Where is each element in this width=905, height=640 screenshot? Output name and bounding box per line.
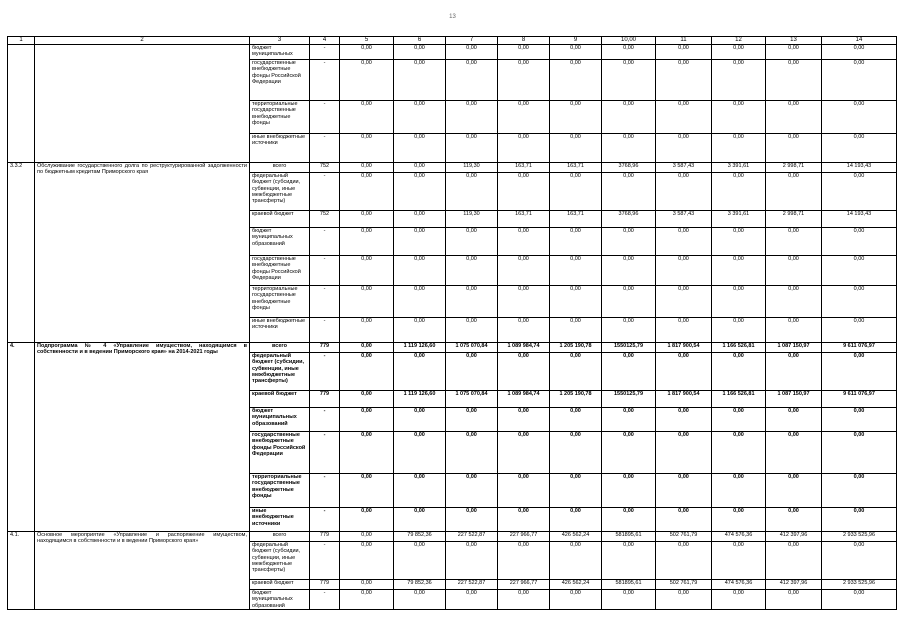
amount-col-14: 0,00 — [822, 227, 897, 255]
amount-col-7: 0,00 — [446, 227, 498, 255]
amount-col-10: 1550125,79 — [602, 342, 656, 352]
funding-source: федеральный бюджет (субсидии, субвенции, иные межбюджетные трансферты) — [250, 352, 310, 390]
amount-col-8: 0,00 — [498, 317, 550, 342]
amount-col-6: 0,00 — [394, 162, 446, 172]
amount-col-14: 0,00 — [822, 44, 897, 59]
program-name — [35, 44, 250, 162]
budget-code: - — [310, 352, 340, 390]
amount-col-5: 0,00 — [340, 407, 394, 431]
amount-col-11: 502 761,79 — [656, 579, 712, 589]
program-name: Основное мероприятие «Управление и распоряжение имуществом, находящимся в собственности и в ведении Приморского края» — [35, 531, 250, 609]
amount-col-9: 0,00 — [550, 352, 602, 390]
column-header-5: 5 — [340, 37, 394, 45]
amount-col-8: 1 089 984,74 — [498, 390, 550, 407]
amount-col-11: 0,00 — [656, 541, 712, 579]
column-header-12: 12 — [712, 37, 766, 45]
amount-col-8: 0,00 — [498, 507, 550, 531]
amount-col-5: 0,00 — [340, 162, 394, 172]
budget-code: - — [310, 473, 340, 507]
column-header-13: 13 — [766, 37, 822, 45]
amount-col-10: 0,00 — [602, 317, 656, 342]
amount-col-14: 0,00 — [822, 285, 897, 317]
amount-col-8: 0,00 — [498, 255, 550, 285]
amount-col-8: 163,71 — [498, 162, 550, 172]
amount-col-11: 0,00 — [656, 172, 712, 210]
budget-code: - — [310, 255, 340, 285]
amount-col-9: 1 205 190,78 — [550, 342, 602, 352]
amount-col-14: 0,00 — [822, 133, 897, 162]
column-number-row — [8, 37, 897, 45]
amount-col-10: 0,00 — [602, 407, 656, 431]
amount-col-11: 1 817 900,54 — [656, 342, 712, 352]
amount-col-5: 0,00 — [340, 210, 394, 227]
amount-col-8: 0,00 — [498, 172, 550, 210]
amount-col-12: 0,00 — [712, 59, 766, 100]
amount-col-11: 3 587,43 — [656, 162, 712, 172]
amount-col-12: 0,00 — [712, 285, 766, 317]
table-row — [8, 531, 897, 541]
column-header-11: 11 — [656, 37, 712, 45]
amount-col-11: 0,00 — [656, 352, 712, 390]
funding-source: государственные внебюджетные фонды Российской Федерации — [250, 59, 310, 100]
amount-col-13: 0,00 — [766, 541, 822, 579]
amount-col-9: 0,00 — [550, 317, 602, 342]
amount-col-10: 0,00 — [602, 133, 656, 162]
table-row — [8, 342, 897, 352]
funding-source: иные внебюджетные источники — [250, 507, 310, 531]
amount-col-5: 0,00 — [340, 100, 394, 133]
amount-col-10: 0,00 — [602, 172, 656, 210]
amount-col-11: 0,00 — [656, 100, 712, 133]
amount-col-11: 0,00 — [656, 285, 712, 317]
amount-col-10: 0,00 — [602, 352, 656, 390]
amount-col-13: 0,00 — [766, 133, 822, 162]
amount-col-7: 0,00 — [446, 507, 498, 531]
amount-col-13: 0,00 — [766, 317, 822, 342]
amount-col-12: 0,00 — [712, 255, 766, 285]
amount-col-11: 0,00 — [656, 44, 712, 59]
amount-col-13: 412 397,96 — [766, 531, 822, 541]
program-name: Обслуживание государственного долга по реструктурированной задолженности по бюджетным кредитам Приморского края — [35, 162, 250, 342]
amount-col-9: 1 205 190,78 — [550, 390, 602, 407]
amount-col-12: 474 576,36 — [712, 579, 766, 589]
amount-col-14: 0,00 — [822, 473, 897, 507]
budget-code: - — [310, 59, 340, 100]
funding-source: государственные внебюджетные фонды Российской Федерации — [250, 255, 310, 285]
amount-col-10: 0,00 — [602, 59, 656, 100]
amount-col-9: 0,00 — [550, 407, 602, 431]
amount-col-10: 0,00 — [602, 44, 656, 59]
amount-col-14: 2 933 525,96 — [822, 579, 897, 589]
amount-col-11: 502 761,79 — [656, 531, 712, 541]
amount-col-13: 0,00 — [766, 59, 822, 100]
amount-col-9: 163,71 — [550, 210, 602, 227]
amount-col-13: 0,00 — [766, 255, 822, 285]
funding-source: краевой бюджет — [250, 210, 310, 227]
amount-col-12: 3 391,61 — [712, 210, 766, 227]
amount-col-8: 0,00 — [498, 431, 550, 473]
amount-col-10: 581895,61 — [602, 531, 656, 541]
column-header-9: 9 — [550, 37, 602, 45]
amount-col-6: 0,00 — [394, 541, 446, 579]
amount-col-14: 0,00 — [822, 100, 897, 133]
amount-col-7: 119,30 — [446, 162, 498, 172]
amount-col-8: 0,00 — [498, 133, 550, 162]
item-number: 3.3.2 — [8, 162, 35, 342]
budget-code: - — [310, 507, 340, 531]
amount-col-14: 0,00 — [822, 431, 897, 473]
amount-col-7: 0,00 — [446, 44, 498, 59]
amount-col-7: 119,30 — [446, 210, 498, 227]
column-header-6: 6 — [394, 37, 446, 45]
amount-col-12: 0,00 — [712, 44, 766, 59]
item-number: 4.1. — [8, 531, 35, 609]
amount-col-5: 0,00 — [340, 541, 394, 579]
amount-col-8: 0,00 — [498, 352, 550, 390]
amount-col-13: 0,00 — [766, 407, 822, 431]
column-header-7: 7 — [446, 37, 498, 45]
amount-col-7: 0,00 — [446, 100, 498, 133]
column-header-4: 4 — [310, 37, 340, 45]
amount-col-7: 0,00 — [446, 317, 498, 342]
amount-col-7: 1 075 070,84 — [446, 342, 498, 352]
amount-col-11: 0,00 — [656, 407, 712, 431]
amount-col-13: 0,00 — [766, 44, 822, 59]
amount-col-6: 1 119 126,60 — [394, 390, 446, 407]
amount-col-12: 0,00 — [712, 227, 766, 255]
amount-col-9: 0,00 — [550, 473, 602, 507]
amount-col-14: 0,00 — [822, 352, 897, 390]
column-header-2: 2 — [35, 37, 250, 45]
budget-code: 752 — [310, 162, 340, 172]
amount-col-11: 0,00 — [656, 255, 712, 285]
amount-col-13: 2 998,71 — [766, 210, 822, 227]
amount-col-14: 0,00 — [822, 589, 897, 609]
amount-col-5: 0,00 — [340, 285, 394, 317]
amount-col-7: 0,00 — [446, 407, 498, 431]
amount-col-8: 0,00 — [498, 59, 550, 100]
amount-col-6: 0,00 — [394, 255, 446, 285]
amount-col-8: 163,71 — [498, 210, 550, 227]
funding-source: бюджет муниципальных образований — [250, 407, 310, 431]
amount-col-12: 0,00 — [712, 407, 766, 431]
amount-col-9: 0,00 — [550, 227, 602, 255]
amount-col-9: 0,00 — [550, 100, 602, 133]
amount-col-14: 14 193,43 — [822, 210, 897, 227]
amount-col-5: 0,00 — [340, 44, 394, 59]
budget-code: 779 — [310, 390, 340, 407]
amount-col-10: 1550125,79 — [602, 390, 656, 407]
table-row — [8, 162, 897, 172]
amount-col-12: 474 576,36 — [712, 531, 766, 541]
amount-col-13: 0,00 — [766, 352, 822, 390]
amount-col-7: 0,00 — [446, 473, 498, 507]
amount-col-5: 0,00 — [340, 133, 394, 162]
amount-col-13: 0,00 — [766, 172, 822, 210]
amount-col-13: 2 998,71 — [766, 162, 822, 172]
amount-col-11: 1 817 900,54 — [656, 390, 712, 407]
amount-col-7: 1 075 070,84 — [446, 390, 498, 407]
amount-col-5: 0,00 — [340, 227, 394, 255]
amount-col-8: 1 089 984,74 — [498, 342, 550, 352]
funding-source: всего — [250, 162, 310, 172]
amount-col-9: 0,00 — [550, 431, 602, 473]
amount-col-6: 79 852,36 — [394, 531, 446, 541]
amount-col-6: 0,00 — [394, 431, 446, 473]
amount-col-10: 0,00 — [602, 541, 656, 579]
budget-code: 779 — [310, 342, 340, 352]
amount-col-10: 0,00 — [602, 589, 656, 609]
item-number: 4. — [8, 342, 35, 531]
amount-col-6: 1 119 126,60 — [394, 342, 446, 352]
amount-col-12: 3 391,61 — [712, 162, 766, 172]
budget-code: - — [310, 133, 340, 162]
amount-col-13: 0,00 — [766, 100, 822, 133]
amount-col-5: 0,00 — [340, 172, 394, 210]
amount-col-7: 0,00 — [446, 255, 498, 285]
amount-col-14: 2 933 525,96 — [822, 531, 897, 541]
amount-col-11: 0,00 — [656, 227, 712, 255]
amount-col-10: 581895,61 — [602, 579, 656, 589]
table-body — [8, 37, 897, 610]
funding-source: федеральный бюджет (субсидии, субвенции, иные межбюджетные трансферты) — [250, 541, 310, 579]
amount-col-11: 0,00 — [656, 589, 712, 609]
funding-source: краевой бюджет — [250, 579, 310, 589]
amount-col-6: 0,00 — [394, 317, 446, 342]
budget-code: - — [310, 227, 340, 255]
amount-col-6: 0,00 — [394, 44, 446, 59]
amount-col-14: 0,00 — [822, 172, 897, 210]
amount-col-5: 0,00 — [340, 255, 394, 285]
amount-col-9: 0,00 — [550, 59, 602, 100]
amount-col-6: 0,00 — [394, 100, 446, 133]
amount-col-14: 9 611 076,97 — [822, 390, 897, 407]
amount-col-8: 0,00 — [498, 227, 550, 255]
amount-col-13: 0,00 — [766, 285, 822, 317]
budget-code: - — [310, 44, 340, 59]
amount-col-10: 0,00 — [602, 100, 656, 133]
amount-col-5: 0,00 — [340, 589, 394, 609]
amount-col-7: 0,00 — [446, 133, 498, 162]
program-name: Подпрограмма № 4 «Управление имуществом, находящимся в собственности и в ведении Приморского края» на 2014-2021 годы — [35, 342, 250, 531]
amount-col-9: 0,00 — [550, 44, 602, 59]
amount-col-5: 0,00 — [340, 59, 394, 100]
amount-col-9: 163,71 — [550, 162, 602, 172]
amount-col-9: 0,00 — [550, 507, 602, 531]
amount-col-7: 0,00 — [446, 59, 498, 100]
amount-col-14: 0,00 — [822, 317, 897, 342]
amount-col-13: 0,00 — [766, 589, 822, 609]
amount-col-6: 0,00 — [394, 59, 446, 100]
amount-col-8: 227 966,77 — [498, 579, 550, 589]
amount-col-5: 0,00 — [340, 352, 394, 390]
table-row — [8, 44, 897, 59]
budget-code: - — [310, 285, 340, 317]
budget-code: - — [310, 407, 340, 431]
amount-col-8: 0,00 — [498, 44, 550, 59]
amount-col-14: 0,00 — [822, 541, 897, 579]
amount-col-11: 0,00 — [656, 473, 712, 507]
funding-source: федеральный бюджет (субсидии, субвенции, иные межбюджетные трансферты) — [250, 172, 310, 210]
funding-source: всего — [250, 342, 310, 352]
amount-col-11: 0,00 — [656, 59, 712, 100]
amount-col-5: 0,00 — [340, 342, 394, 352]
amount-col-10: 0,00 — [602, 285, 656, 317]
amount-col-7: 0,00 — [446, 541, 498, 579]
amount-col-12: 0,00 — [712, 589, 766, 609]
amount-col-5: 0,00 — [340, 317, 394, 342]
amount-col-6: 0,00 — [394, 210, 446, 227]
amount-col-12: 0,00 — [712, 352, 766, 390]
amount-col-8: 0,00 — [498, 407, 550, 431]
amount-col-10: 0,00 — [602, 507, 656, 531]
amount-col-9: 0,00 — [550, 285, 602, 317]
amount-col-10: 0,00 — [602, 431, 656, 473]
amount-col-6: 0,00 — [394, 407, 446, 431]
amount-col-14: 9 611 076,97 — [822, 342, 897, 352]
amount-col-7: 0,00 — [446, 352, 498, 390]
amount-col-14: 0,00 — [822, 255, 897, 285]
budget-code: - — [310, 541, 340, 579]
budget-table — [7, 36, 897, 610]
amount-col-14: 14 193,43 — [822, 162, 897, 172]
amount-col-8: 0,00 — [498, 589, 550, 609]
amount-col-12: 0,00 — [712, 317, 766, 342]
amount-col-7: 0,00 — [446, 431, 498, 473]
amount-col-10: 3768,96 — [602, 162, 656, 172]
amount-col-6: 0,00 — [394, 507, 446, 531]
column-header-3: 3 — [250, 37, 310, 45]
budget-code: 779 — [310, 531, 340, 541]
budget-code: 779 — [310, 579, 340, 589]
amount-col-9: 0,00 — [550, 172, 602, 210]
amount-col-9: 0,00 — [550, 133, 602, 162]
amount-col-6: 0,00 — [394, 172, 446, 210]
amount-col-10: 0,00 — [602, 473, 656, 507]
amount-col-5: 0,00 — [340, 431, 394, 473]
amount-col-8: 0,00 — [498, 473, 550, 507]
amount-col-7: 0,00 — [446, 285, 498, 317]
funding-source: территориальные государственные внебюджетные фонды — [250, 100, 310, 133]
amount-col-6: 0,00 — [394, 227, 446, 255]
amount-col-14: 0,00 — [822, 59, 897, 100]
amount-col-9: 0,00 — [550, 541, 602, 579]
amount-col-11: 0,00 — [656, 507, 712, 531]
amount-col-6: 0,00 — [394, 589, 446, 609]
column-header-1: 1 — [8, 37, 35, 45]
funding-source: бюджет муниципальных образований — [250, 589, 310, 609]
budget-code: - — [310, 317, 340, 342]
amount-col-9: 0,00 — [550, 589, 602, 609]
amount-col-13: 1 087 150,97 — [766, 342, 822, 352]
item-number — [8, 44, 35, 162]
budget-code: - — [310, 100, 340, 133]
budget-code: - — [310, 431, 340, 473]
amount-col-14: 0,00 — [822, 507, 897, 531]
budget-code: - — [310, 589, 340, 609]
amount-col-6: 0,00 — [394, 352, 446, 390]
amount-col-5: 0,00 — [340, 579, 394, 589]
amount-col-8: 227 966,77 — [498, 531, 550, 541]
amount-col-6: 0,00 — [394, 285, 446, 317]
amount-col-9: 0,00 — [550, 255, 602, 285]
amount-col-12: 0,00 — [712, 431, 766, 473]
amount-col-12: 0,00 — [712, 541, 766, 579]
funding-source: всего — [250, 531, 310, 541]
amount-col-11: 3 587,43 — [656, 210, 712, 227]
amount-col-7: 227 522,87 — [446, 579, 498, 589]
page-number: 13 — [449, 14, 456, 20]
amount-col-6: 0,00 — [394, 473, 446, 507]
amount-col-14: 0,00 — [822, 407, 897, 431]
amount-col-10: 3768,96 — [602, 210, 656, 227]
amount-col-12: 0,00 — [712, 507, 766, 531]
amount-col-12: 0,00 — [712, 473, 766, 507]
amount-col-5: 0,00 — [340, 473, 394, 507]
amount-col-12: 1 166 526,81 — [712, 390, 766, 407]
amount-col-11: 0,00 — [656, 431, 712, 473]
budget-code: 752 — [310, 210, 340, 227]
amount-col-8: 0,00 — [498, 541, 550, 579]
amount-col-12: 1 166 526,81 — [712, 342, 766, 352]
funding-source: иные внебюджетные источники — [250, 133, 310, 162]
amount-col-9: 426 562,24 — [550, 579, 602, 589]
funding-source: территориальные государственные внебюджетные фонды — [250, 285, 310, 317]
amount-col-7: 0,00 — [446, 589, 498, 609]
amount-col-7: 0,00 — [446, 172, 498, 210]
funding-source: краевой бюджет — [250, 390, 310, 407]
column-header-8: 8 — [498, 37, 550, 45]
funding-source: государственные внебюджетные фонды Российской Федерации — [250, 431, 310, 473]
amount-col-13: 0,00 — [766, 431, 822, 473]
amount-col-10: 0,00 — [602, 255, 656, 285]
amount-col-12: 0,00 — [712, 172, 766, 210]
amount-col-11: 0,00 — [656, 133, 712, 162]
amount-col-10: 0,00 — [602, 227, 656, 255]
amount-col-11: 0,00 — [656, 317, 712, 342]
amount-col-9: 426 562,24 — [550, 531, 602, 541]
amount-col-5: 0,00 — [340, 531, 394, 541]
budget-code: - — [310, 172, 340, 210]
amount-col-12: 0,00 — [712, 133, 766, 162]
funding-source: иные внебюджетные источники — [250, 317, 310, 342]
funding-source: бюджет муниципальных образований — [250, 227, 310, 255]
amount-col-8: 0,00 — [498, 285, 550, 317]
amount-col-13: 0,00 — [766, 473, 822, 507]
column-header-14: 14 — [822, 37, 897, 45]
amount-col-13: 1 087 150,97 — [766, 390, 822, 407]
amount-col-12: 0,00 — [712, 100, 766, 133]
funding-source: бюджет муниципальных — [250, 44, 310, 59]
amount-col-7: 227 522,87 — [446, 531, 498, 541]
amount-col-6: 79 852,36 — [394, 579, 446, 589]
amount-col-13: 412 397,96 — [766, 579, 822, 589]
amount-col-5: 0,00 — [340, 507, 394, 531]
amount-col-13: 0,00 — [766, 507, 822, 531]
amount-col-5: 0,00 — [340, 390, 394, 407]
funding-source: территориальные государственные внебюджетные фонды — [250, 473, 310, 507]
amount-col-8: 0,00 — [498, 100, 550, 133]
amount-col-6: 0,00 — [394, 133, 446, 162]
amount-col-13: 0,00 — [766, 227, 822, 255]
column-header-10: 10,00 — [602, 37, 656, 45]
